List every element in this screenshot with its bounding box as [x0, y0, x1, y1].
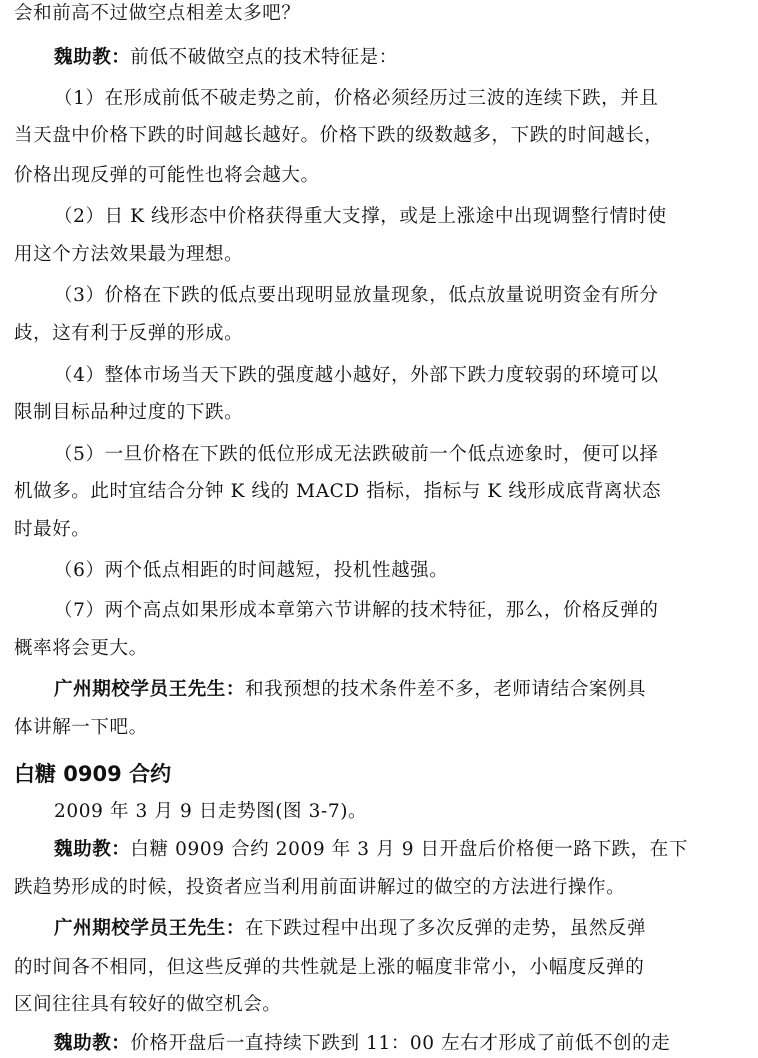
text-line: 机做多。此时宜结合分钟 K 线的 MACD 指标，指标与 K 线形成底背离状态 [14, 481, 662, 502]
text-line: 会和前高不过做空点相差太多吧？ [14, 3, 301, 24]
dialogue-line: 广州期校学员王先生：在下跌过程中出现了多次反弹的走势，虽然反弹 [54, 918, 647, 939]
text-line: （1）在形成前低不破走势之前，价格必须经历过三波的连续下跌，并且 [54, 88, 659, 109]
dialogue-line: 魏助教：价格开盘后一直持续下跌到 11：00 左右才形成了前低不创的走 [54, 1033, 671, 1054]
text-line: 歧，这有利于反弹的形成。 [14, 323, 244, 344]
text-line: 概率将会更大。 [14, 638, 148, 659]
dialogue-line: 广州期校学员王先生：和我预想的技术条件差不多，老师请结合案例具 [54, 679, 647, 700]
text-line: 2009 年 3 月 9 日走势图(图 3-7)。 [54, 801, 368, 822]
section-title: 白糖 0909 合约 [14, 762, 172, 786]
text-line: （2）日 K 线形态中价格获得重大支撑，或是上涨途中出现调整行情时使 [54, 206, 667, 227]
text-line: 时最好。 [14, 519, 91, 540]
text-line: （7）两个高点如果形成本章第六节讲解的技术特征，那么，价格反弹的 [54, 600, 659, 621]
text-line: 价格出现反弹的可能性也将会越大。 [14, 165, 320, 186]
speaker-label: 广州期校学员王先生： [54, 918, 246, 939]
text-line: 限制目标品种过度的下跌。 [14, 402, 244, 423]
text-line: （6）两个低点相距的时间越短，投机性越强。 [54, 560, 449, 581]
speaker-label: 魏助教： [54, 47, 131, 68]
text-line: 体讲解一下吧。 [14, 717, 148, 738]
text-line: 跌趋势形成的时候，投资者应当利用前面讲解过的做空的方法进行操作。 [14, 877, 626, 898]
dialogue-line: 魏助教：前低不破做空点的技术特征是： [54, 47, 398, 68]
text-line: 当天盘中价格下跌的时间越长越好。价格下跌的级数越多，下跌的时间越长， [14, 125, 664, 146]
speaker-label: 魏助教： [54, 1033, 131, 1054]
speaker-label: 广州期校学员王先生： [54, 679, 246, 700]
text-line: （3）价格在下跌的低点要出现明显放量现象，低点放量说明资金有所分 [54, 285, 659, 306]
text-line: （5）一旦价格在下跌的低位形成无法跌破前一个低点迹象时，便可以择 [54, 444, 659, 465]
speaker-label: 魏助教： [54, 839, 131, 860]
text-line: 区间往往具有较好的做空机会。 [14, 994, 282, 1015]
text-line: 的时间各不相同，但这些反弹的共性就是上涨的幅度非常小，小幅度反弹的 [14, 957, 645, 978]
text-line: 用这个方法效果最为理想。 [14, 244, 244, 265]
text-line: （4）整体市场当天下跌的强度越小越好，外部下跌力度较弱的环境可以 [54, 365, 659, 386]
dialogue-line: 魏助教：白糖 0909 合约 2009 年 3 月 9 日开盘后价格便一路下跌，在下 [54, 839, 688, 860]
